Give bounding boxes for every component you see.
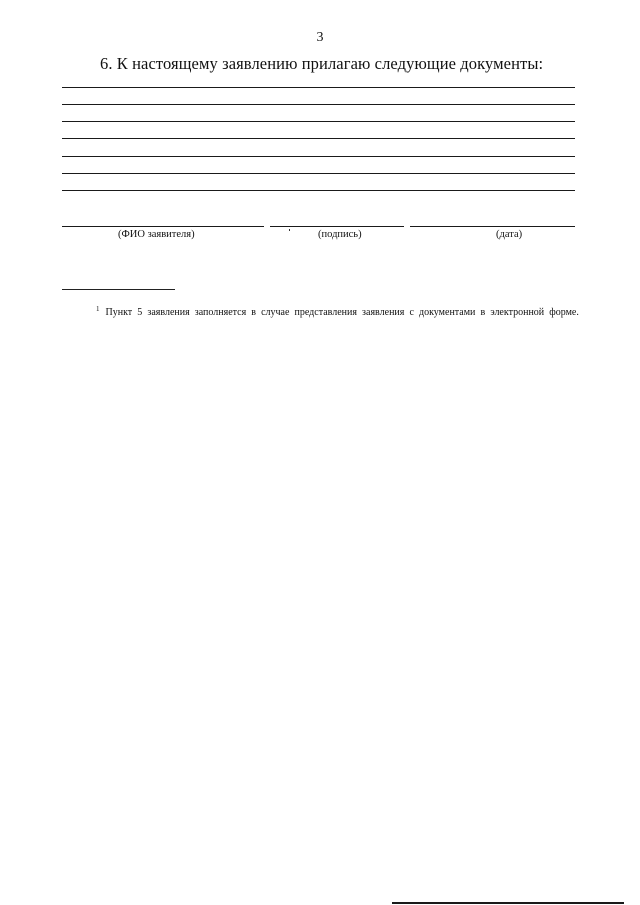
document-line (62, 156, 575, 157)
document-line (62, 190, 575, 191)
signature-label: (подпись) (318, 229, 362, 240)
scan-speck (289, 229, 290, 231)
document-line (62, 138, 575, 139)
document-line (62, 173, 575, 174)
footnote (62, 302, 582, 320)
footnote-marker: 1 (96, 305, 100, 313)
document-line (62, 104, 575, 105)
footnote-separator (62, 289, 175, 290)
section-heading: 6. К настоящему заявлению прилагаю следующие документы: (100, 54, 544, 73)
document-line (62, 87, 575, 88)
signature-line (270, 226, 404, 227)
name-line (62, 226, 264, 227)
footnote-text: Пункт 5 заявления заполняется в случае представления заявления с документами в электронной форме. (105, 307, 579, 318)
bottom-edge-line (392, 902, 624, 904)
page-number: 3 (316, 30, 324, 45)
document-line (62, 121, 575, 122)
name-label: (ФИО заявителя) (118, 229, 195, 240)
date-line (410, 226, 575, 227)
date-label: (дата) (496, 229, 523, 240)
